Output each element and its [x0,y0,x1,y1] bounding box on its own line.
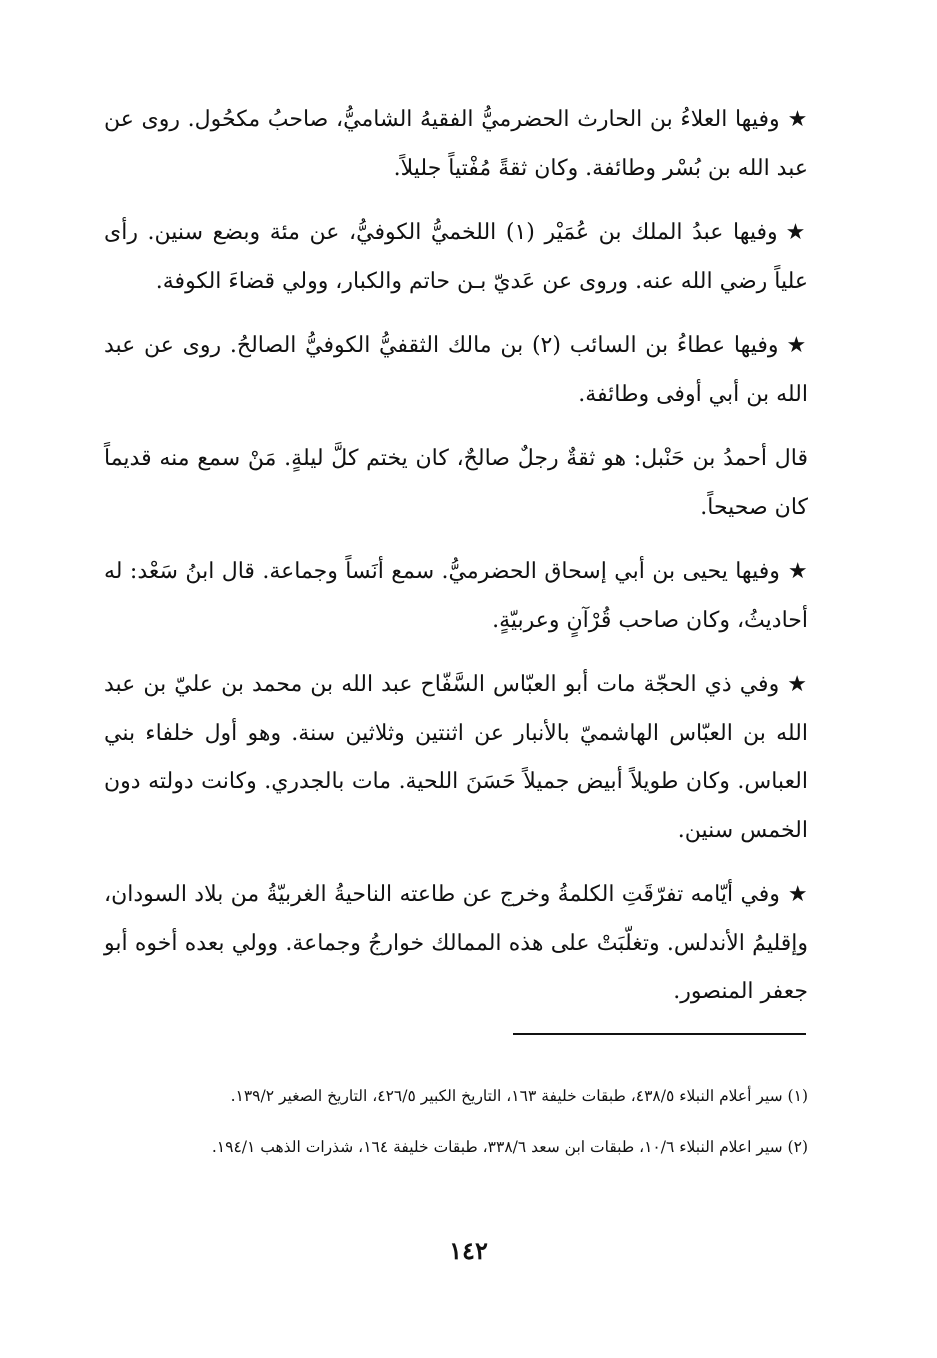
paragraph [104,322,808,419]
footnotes [104,1078,808,1180]
star-icon: ★ [787,559,809,584]
paragraph-text: وفي ذي الحجّة مات أبو العبّاس السَّفّاح عبد الله بن محمد بن عليّ بن عبد الله بن العبّاس الهاشميّ بالأنبار عن اثنتين وثلاثين سنة. وهو أول خلفاء بني العباس. وكان طويلاً أبيض جميلاً حَسَنَ اللحية. مات بالجدري. وكانت دولته دون الخمس سنين. [104,672,808,843]
paragraph [104,435,808,532]
paragraph [104,661,808,855]
main-text [104,96,808,1033]
paragraph-text: وفي أيّامه تفرّقَتِ الكلمةُ وخرج عن طاعته الناحيةُ الغربيّةُ من بلاد السودان، وإقليمُ الأندلس. وتغلّبَتْ على هذه الممالك خوارجُ وجماعة. وولي بعده أخوه أبو جعفر المنصور. [104,882,808,1004]
paragraph [104,96,808,193]
star-icon: ★ [787,882,808,907]
star-icon: ★ [787,107,808,132]
paragraph-text: وفيها يحيى بن أبي إسحاق الحضرميُّ. سمع أنَساً وجماعة. قال ابنُ سَعْد: له أحاديثُ، وكان صاحب قُرْآنٍ وعربيّةٍ. [104,559,808,633]
paragraph [104,548,808,645]
paragraph-text: وفيها عبدُ الملك بن عُمَيْر (١) اللخميُّ الكوفيُّ، عن مئة وبضع سنين. رأى علياً رضي الله عنه. وروى عن عَديّ بـن حاتم والكبار، وولي قضاءَ الكوفة. [104,220,808,294]
footnote: (١) سير أعلام النبلاء ٤٣٨/٥، طبقات خليفة ١٦٣، التاريخ الكبير ٤٢٦/٥، التاريخ الصغير ١٣٩/٢. [230,1087,808,1105]
page-number: ١٤٢ [449,1236,488,1265]
star-icon: ★ [785,220,808,245]
paragraph [104,871,808,1017]
paragraph-text: وفيها عطاءُ بن السائب (٢) بن مالك الثقفيُّ الكوفيُّ الصالحُ. روى عن عبد الله بن أبي أوفى وطائفة. [104,333,808,407]
star-icon: ★ [787,672,808,697]
paragraph-text: وفيها العلاءُ بن الحارث الحضرميُّ الفقيهُ الشاميُّ، صاحبُ مكحُول. روى عن عبد الله بن بُسْر وطائفة. وكان ثقةً مُفْتياً جليلاً. [104,107,808,181]
paragraph-text: قال أحمدُ بن حَنْبل: هو ثقةٌ رجلٌ صالحٌ، كان يختم كلَّ ليلةٍ. مَنْ سمع منه قديماً كان صحيحاً. [104,446,808,520]
paragraph [104,209,808,306]
footnote-divider [513,1033,806,1035]
star-icon: ★ [786,333,808,358]
footnote: (٢) سير اعلام النبلاء ١٠/٦، طبقات ابن سعد ٣٣٨/٦، طبقات خليفة ١٦٤، شذرات الذهب ١٩٤/١. [211,1138,808,1156]
